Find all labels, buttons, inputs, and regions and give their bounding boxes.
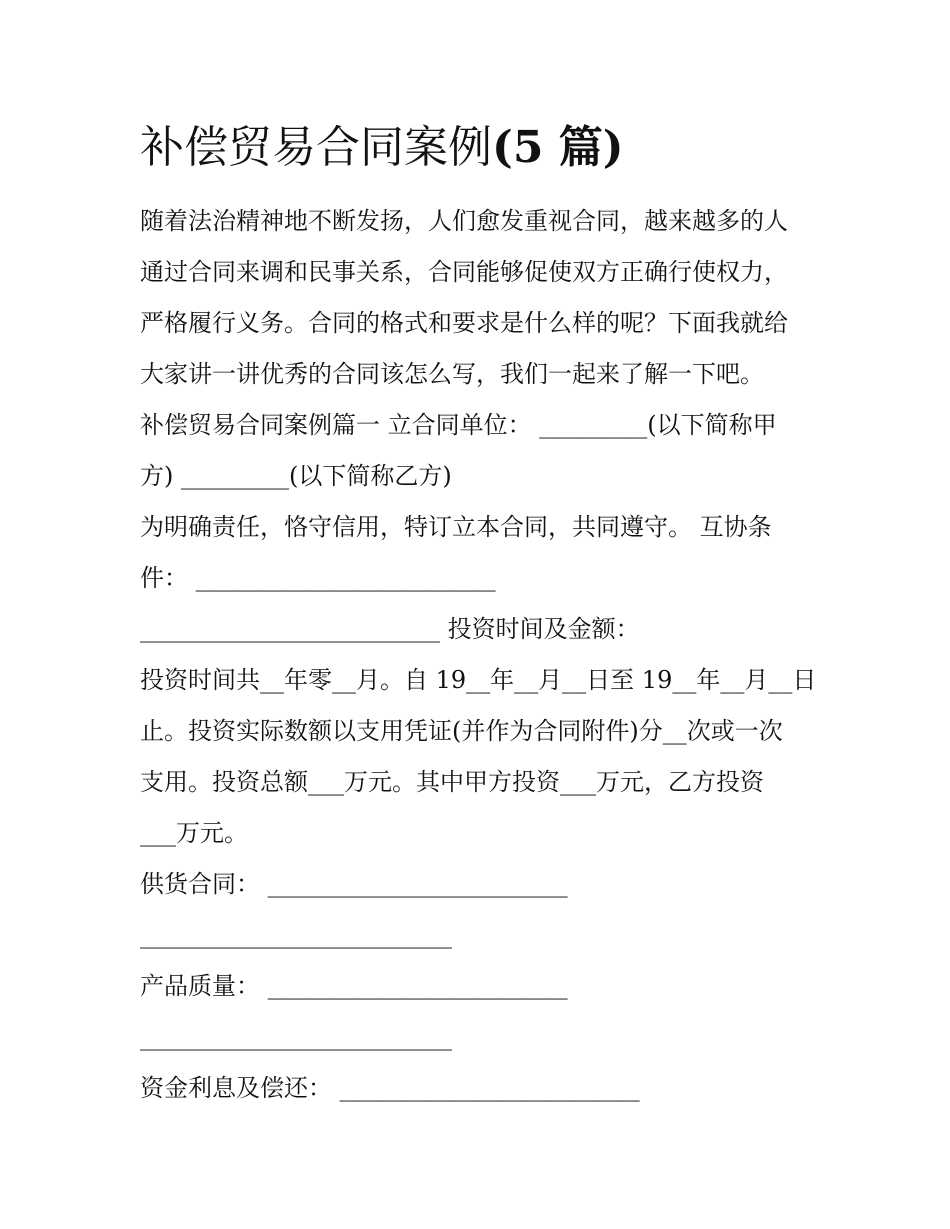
title-main: 补偿贸易合同案例 [140, 122, 492, 173]
paragraph-line: 大家讲一讲优秀的合同该怎么写，我们一起来了解一下吧。 [140, 360, 764, 388]
paragraph-line: 通过合同来调和民事关系，合同能够促使双方正确行使权力， [140, 258, 788, 286]
paragraph-line: 为明确责任，恪守信用，特订立本合同，共同遵守。 互协条 [140, 513, 772, 541]
paragraph-line: 严格履行义务。合同的格式和要求是什么样的呢？下面我就给 [140, 309, 788, 337]
paragraph-line: 件： _________________________ [140, 564, 496, 592]
document-title [140, 118, 624, 178]
paragraph-line: 支用。投资总额___万元。其中甲方投资___万元，乙方投资 [140, 768, 764, 796]
paragraph-line: ___万元。 [140, 819, 248, 847]
paragraph-line: 止。投资实际数额以支用凭证(并作为合同附件)分__次或一次 [140, 717, 783, 745]
paragraph-line: 供货合同： _________________________ [140, 870, 568, 898]
document-body [140, 196, 820, 1114]
paragraph-line: 方) _________(以下简称乙方) [140, 462, 452, 490]
paragraph-line: _________________________ 投资时间及金额： [140, 615, 640, 643]
title-paren: (5 篇) [492, 122, 624, 173]
paragraph-line: 资金利息及偿还： _________________________ [140, 1074, 640, 1102]
paragraph-line: __________________________ [140, 1023, 452, 1051]
paragraph-line: 产品质量： _________________________ [140, 972, 568, 1000]
paragraph-line: 补偿贸易合同案例篇一 立合同单位： _________(以下简称甲 [140, 411, 777, 439]
paragraph-line: __________________________ [140, 921, 452, 949]
paragraph-line: 投资时间共__年零__月。自 19__年__月__日至 19__年__月__日 [140, 666, 817, 694]
paragraph-line: 随着法治精神地不断发扬，人们愈发重视合同，越来越多的人 [140, 207, 788, 235]
